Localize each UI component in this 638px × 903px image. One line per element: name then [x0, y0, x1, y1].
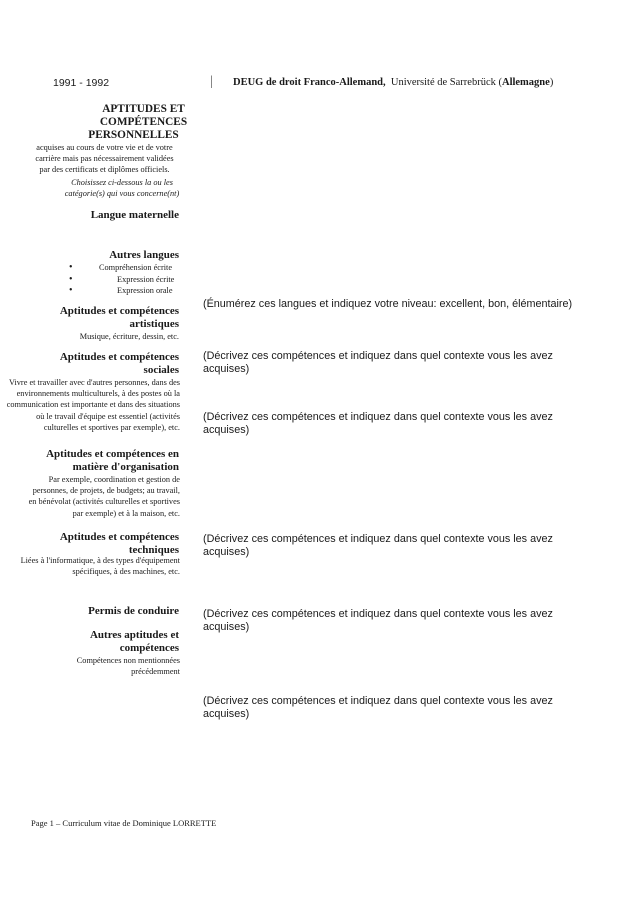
skills-title-line3: PERSONNELLES [88, 129, 179, 141]
social-label-line1: Aptitudes et compétences [59, 351, 179, 363]
technical-note: (Décrivez ces compétences et indiquez dans quel contexte vous les avez acquises) [203, 533, 553, 558]
artistic-label [20, 305, 179, 331]
other-skills-label-line2: compétences [119, 642, 179, 654]
country: Allemagne [501, 77, 550, 88]
social-note: (Décrivez ces compétences et indiquez dans quel contexte vous les avez acquises) [203, 411, 553, 436]
languages-note: (Énumérez ces langues et indiquez votre niveau: excellent, bon, élémentaire) [203, 298, 573, 310]
skills-title [60, 103, 207, 142]
close-paren: ) [549, 77, 554, 88]
driving-note: (Décrivez ces compétences et indiquez dans quel contexte vous les avez acquises) [203, 608, 553, 633]
other-skills-note: (Décrivez ces compétences et indiquez dans quel contexte vous les avez acquises) [203, 695, 553, 720]
other-skills-desc: Compétences non mentionnées précédemment [76, 656, 180, 677]
artistic-note: (Décrivez ces compétences et indiquez dans quel contexte vous les avez acquises) [203, 350, 553, 375]
technical-label-line1: Aptitudes et compétences [59, 531, 179, 543]
technical-label [20, 531, 179, 557]
mother-tongue-label: Langue maternelle [90, 209, 179, 221]
university: Université de Sarrebrück ( [390, 77, 502, 88]
skills-intro: acquises au cours de votre vie et de votre carrière mais pas nécessairement validées par des certificats et diplômes officiels. [35, 143, 174, 175]
education-separator: | [210, 74, 213, 89]
education-years: 1991 - 1992 [53, 77, 110, 89]
technical-desc: Liées à l'informatique, à des types d'équipement spécifiques, à des machines, etc. [20, 556, 180, 577]
language-skill-item: • Expression écrite [86, 274, 174, 286]
language-skill-item: • Expression orale [86, 285, 174, 297]
skills-title-line2: COMPÉTENCES [99, 116, 188, 128]
social-label [20, 351, 179, 377]
technical-label-line2: techniques [128, 544, 179, 556]
organisation-desc: Par exemple, coordination et gestion de personnes, de projets, de budgets; au travail, en bénévolat (activités culturelles et sportives par exemple) et à la maison, etc. [28, 475, 180, 518]
organisation-label-line1: Aptitudes et compétences en [46, 448, 179, 460]
skills-choose: Choisissez ci-dessous la ou les catégorie(s) qui vous concerne(nt) [64, 178, 180, 199]
artistic-desc: Musique, écriture, dessin, etc. [79, 332, 179, 341]
artistic-label-line2: artistiques [129, 318, 179, 330]
social-desc: Vivre et travailler avec d'autres personnes, dans des environnements multiculturels, à des postes où la communication est importante et dans des situations où le travail d'équipe est essentiel (activités culturelles et sportives par exemple), etc. [6, 378, 180, 432]
other-skills-label-line1: Autres aptitudes et [89, 629, 179, 641]
other-skills-label [20, 629, 179, 655]
organisation-label [20, 448, 179, 474]
page-footer: Page 1 – Curriculum vitae de Dominique LORRETTE [31, 818, 217, 828]
degree: DEUG de droit Franco-Allemand, [233, 77, 386, 88]
other-languages-label: Autres langues [109, 249, 179, 261]
language-skill-item: • Compréhension écrite [86, 262, 174, 274]
artistic-label-line1: Aptitudes et compétences [59, 305, 179, 317]
organisation-label-line2: matière d'organisation [72, 461, 179, 473]
driving-license-label: Permis de conduire [88, 605, 179, 617]
social-label-line2: sociales [143, 364, 179, 376]
skills-title-line1: APTITUDES ET [102, 103, 185, 115]
education-line [233, 77, 553, 88]
language-skill-list [86, 262, 174, 297]
